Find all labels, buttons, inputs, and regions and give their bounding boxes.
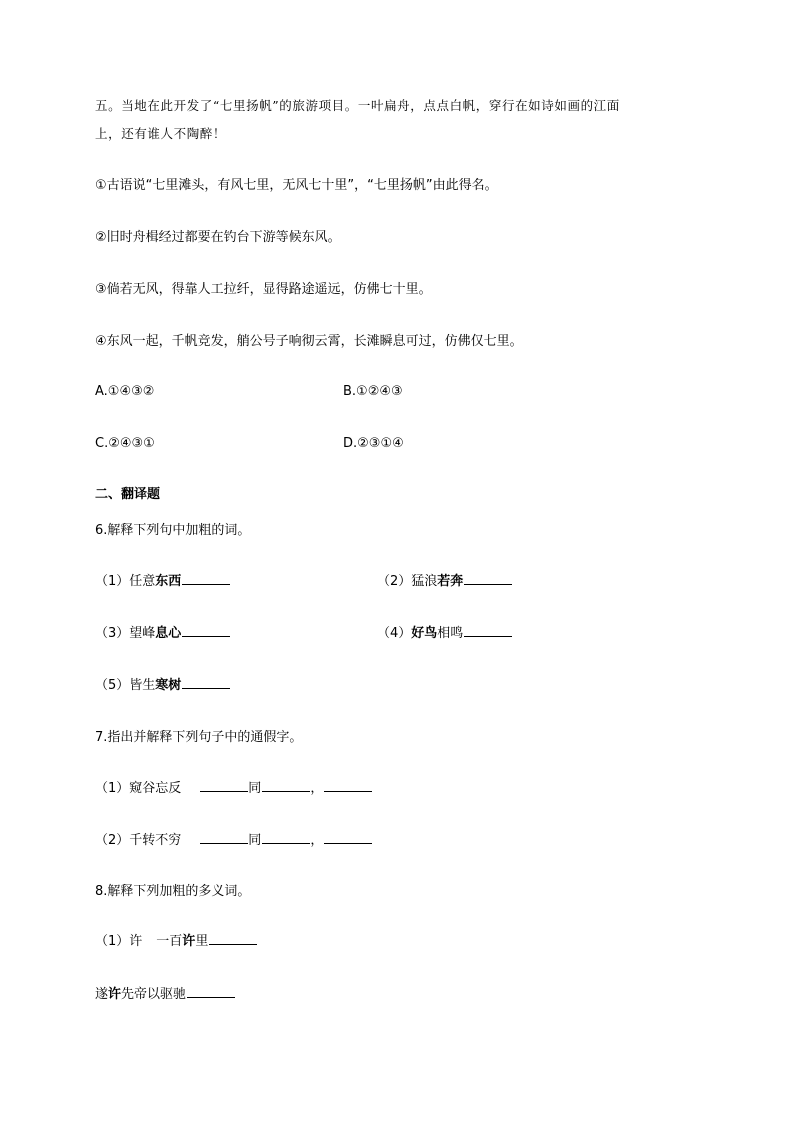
intro-line-1: 五。当地在此开发了“七里扬帆”的旅游项目。一叶扁舟，点点白帆，穿行在如诗如画的江面	[95, 98, 620, 113]
item-plain: 一百	[156, 934, 183, 949]
answer-blank[interactable]	[182, 635, 230, 637]
item-plain: 遂	[95, 987, 109, 1002]
item-plain: 先帝以驱驰	[121, 987, 187, 1002]
answer-blank[interactable]	[262, 842, 310, 844]
sentence-2: ②旧时舟楫经过都要在钓台下游等候东风。	[95, 230, 341, 245]
item-bold: 若奔	[437, 574, 464, 589]
option-a[interactable]: A.①④③②	[95, 384, 155, 399]
tong-label: 同	[248, 833, 262, 848]
item-number: （4）	[377, 626, 412, 641]
answer-blank[interactable]	[324, 842, 372, 844]
q6-item-3	[95, 626, 230, 642]
answer-blank[interactable]	[464, 583, 512, 585]
q7-item-1	[95, 781, 372, 797]
item-number: （1）许	[95, 934, 143, 949]
item-bold: 许	[182, 934, 196, 949]
comma: ，	[310, 781, 324, 796]
item-bold: 许	[108, 987, 122, 1002]
question-7-title: 7.指出并解释下列句子中的通假字。	[95, 730, 303, 745]
option-c[interactable]: C.②④③①	[95, 436, 155, 451]
q8-item-1b	[95, 987, 235, 1003]
sentence-3: ③倘若无风，得靠人工拉纤，显得路途遥远，仿佛七十里。	[95, 282, 432, 297]
item-bold: 东西	[155, 574, 182, 589]
item-number: （1）	[95, 574, 130, 589]
answer-blank[interactable]	[182, 687, 230, 689]
section-title: 二、翻译题	[95, 487, 161, 502]
answer-blank[interactable]	[200, 842, 248, 844]
answer-blank[interactable]	[464, 635, 512, 637]
q8-item-1	[95, 934, 257, 950]
item-phrase: 窥谷忘反	[129, 781, 182, 796]
question-6-title: 6.解释下列句中加粗的词。	[95, 523, 251, 538]
tong-label: 同	[248, 781, 262, 796]
comma: ，	[310, 833, 324, 848]
item-plain: 望峰	[129, 626, 156, 641]
item-plain: 相鸣	[437, 626, 464, 641]
answer-blank[interactable]	[187, 996, 235, 998]
intro-line-2: 上，还有谁人不陶醉！	[95, 126, 227, 141]
item-plain: 里	[195, 934, 209, 949]
sentence-4: ④东风一起，千帆竞发，艄公号子响彻云霄，长滩瞬息可过，仿佛仅七里。	[95, 334, 523, 349]
q7-item-2	[95, 833, 372, 849]
answer-blank[interactable]	[209, 943, 257, 945]
item-number: （3）	[95, 626, 130, 641]
answer-blank[interactable]	[262, 790, 310, 792]
item-number: （2）	[377, 574, 412, 589]
answer-blank[interactable]	[324, 790, 372, 792]
item-plain: 猛浪	[411, 574, 438, 589]
item-number: （2）	[95, 833, 130, 848]
q6-item-1	[95, 574, 230, 590]
sentence-1: ①古语说“七里滩头，有风七里，无风七十里”，“七里扬帆”由此得名。	[95, 178, 498, 193]
item-plain: 皆生	[129, 678, 156, 693]
option-d[interactable]: D.②③①④	[343, 436, 404, 451]
question-8-title: 8.解释下列加粗的多义词。	[95, 884, 251, 899]
item-bold: 寒树	[155, 678, 182, 693]
item-plain: 任意	[129, 574, 156, 589]
item-number: （1）	[95, 781, 130, 796]
q6-item-2	[377, 574, 512, 590]
answer-blank[interactable]	[182, 583, 230, 585]
item-number: （5）	[95, 678, 130, 693]
q6-item-4	[377, 626, 512, 642]
answer-blank[interactable]	[200, 790, 248, 792]
q6-item-5	[95, 678, 230, 694]
item-phrase: 千转不穷	[129, 833, 182, 848]
option-b[interactable]: B.①②④③	[343, 384, 403, 399]
item-bold: 好鸟	[411, 626, 438, 641]
item-bold: 息心	[155, 626, 182, 641]
